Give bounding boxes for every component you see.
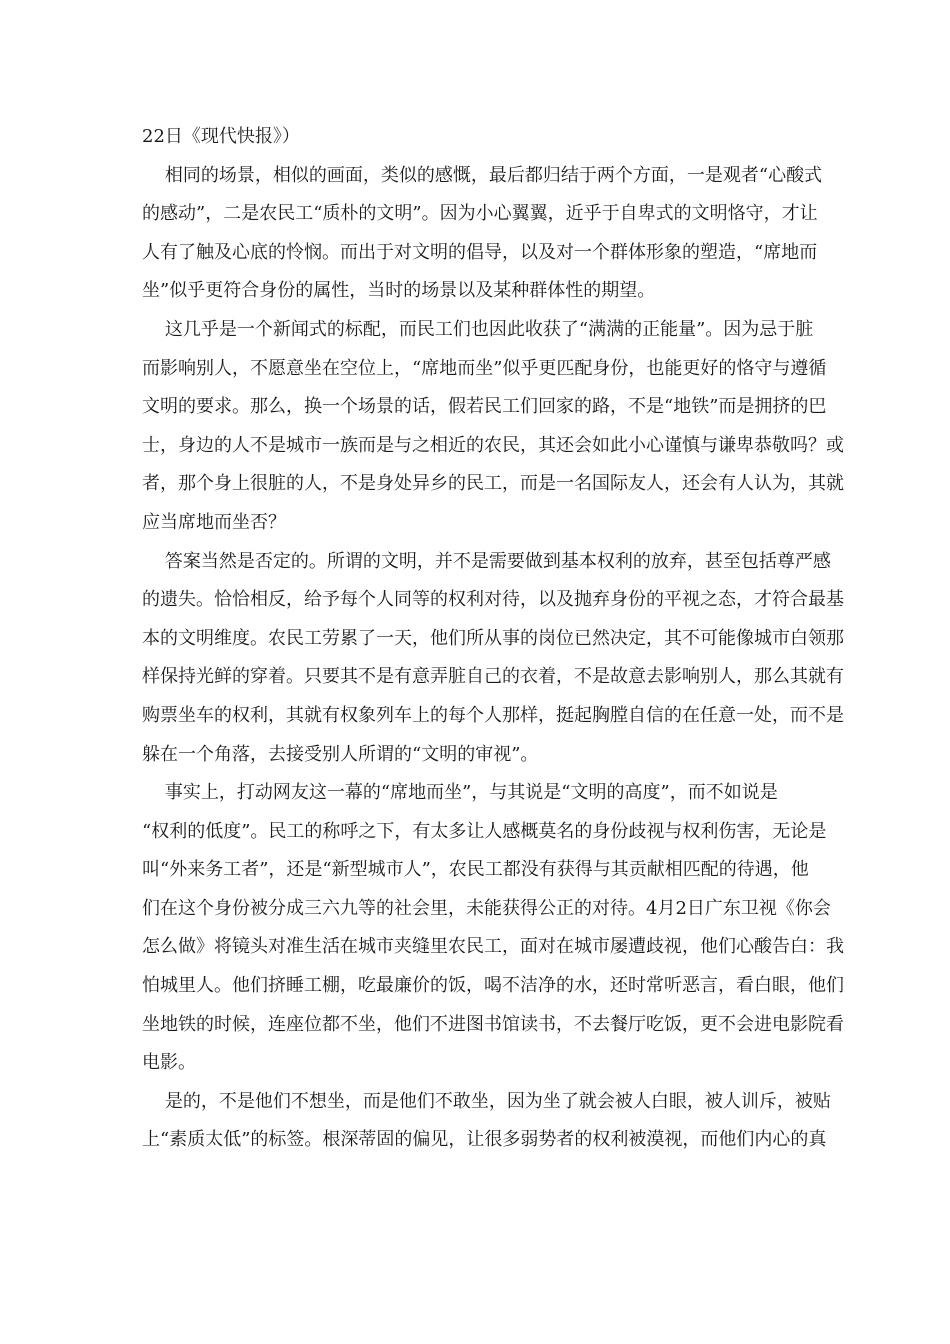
text-line: 而影响别人，不愿意坐在空位上，“席地而坐”似乎更匹配身份，也能更好的恪守与遵循: [142, 357, 827, 379]
text-line: 应当席地而坐否？: [142, 511, 286, 533]
text-line: 躲在一个角落，去接受别人所谓的“文明的审视”。: [142, 743, 539, 765]
text-line: 样保持光鲜的穿着。只要其不是有意弄脏自己的衣着，不是故意去影响别人，那么其就有: [142, 666, 844, 688]
text-line: 的感动”，二是农民工“质朴的文明”。因为小心翼翼，近乎于自卑式的文明恪守，才让: [142, 203, 818, 225]
article-body: [142, 118, 844, 1160]
text-line: 怎么做》将镜头对准生活在城市夹缝里农民工，面对在城市屡遭歧视，他们心酸告白：我: [142, 936, 844, 958]
text-line: 士，身边的人不是城市一族而是与之相近的农民，其还会如此小心谨慎与谦卑恭敬吗？或: [142, 434, 844, 456]
text-line: 相同的场景，相似的画面，类似的感慨，最后都归结于两个方面，一是观者“心酸式: [142, 164, 823, 186]
text-line: 人有了触及心底的怜悯。而出于对文明的倡导，以及对一个群体形象的塑造，“席地而: [142, 241, 818, 263]
text-line: 电影。: [142, 1052, 196, 1074]
text-line: 22日《现代快报》）: [142, 126, 300, 147]
text-line: 怕城里人。他们挤睡工棚，吃最廉价的饭，喝不洁净的水，还时常听恶言，看白眼，他们: [142, 975, 844, 997]
text-line: 答案当然是否定的。所谓的文明，并不是需要做到基本权利的放弃，甚至包括尊严感: [142, 550, 831, 572]
text-line: 坐地铁的时候，连座位都不坐，他们不进图书馆读书，不去餐厅吃饭，更不会进电影院看: [142, 1013, 844, 1035]
text-line: 坐”似乎更符合身份的属性，当时的场景以及某种群体性的期望。: [142, 280, 656, 302]
text-line: 本的文明维度。农民工劳累了一天，他们所从事的岗位已然决定，其不可能像城市白领那: [142, 627, 844, 649]
text-line: 们在这个身份被分成三六九等的社会里，未能获得公正的对待。4月2日广东卫视《你会: [142, 897, 831, 919]
text-line: 者，那个身上很脏的人，不是身处异乡的民工，而是一名国际友人，还会有人认为，其就: [142, 473, 844, 495]
text-line: 叫“外来务工者”，还是“新型城市人”，农民工都没有获得与其贡献相匹配的待遇，他: [142, 859, 809, 881]
text-line: 购票坐车的权利，其就有权象列车上的每个人那样，挺起胸膛自信的在任意一处，而不是: [142, 704, 844, 726]
text-line: 文明的要求。那么，换一个场景的话，假若民工们回家的路，不是“地铁”而是拥挤的巴: [142, 396, 827, 418]
text-line: 的遗失。恰恰相反，给予每个人同等的权利对待，以及抛弃身份的平视之态，才符合最基: [142, 589, 844, 611]
text-line: “权利的低度”。民工的称呼之下，有太多让人感概莫名的身份歧视与权利伤害，无论是: [142, 820, 827, 842]
text-line: 上“素质太低”的标签。根深蒂固的偏见，让很多弱势者的权利被漠视，而他们内心的真: [142, 1129, 827, 1151]
text-line: 是的，不是他们不想坐，而是他们不敢坐，因为坐了就会被人白眼，被人训斥，被贴: [142, 1090, 831, 1112]
text-line: 这几乎是一个新闻式的标配，而民工们也因此收获了“满满的正能量”。因为忌于脏: [142, 318, 814, 340]
text-line: 事实上，打动网友这一幕的“席地而坐”，与其说是“文明的高度”，而不如说是: [142, 782, 778, 804]
